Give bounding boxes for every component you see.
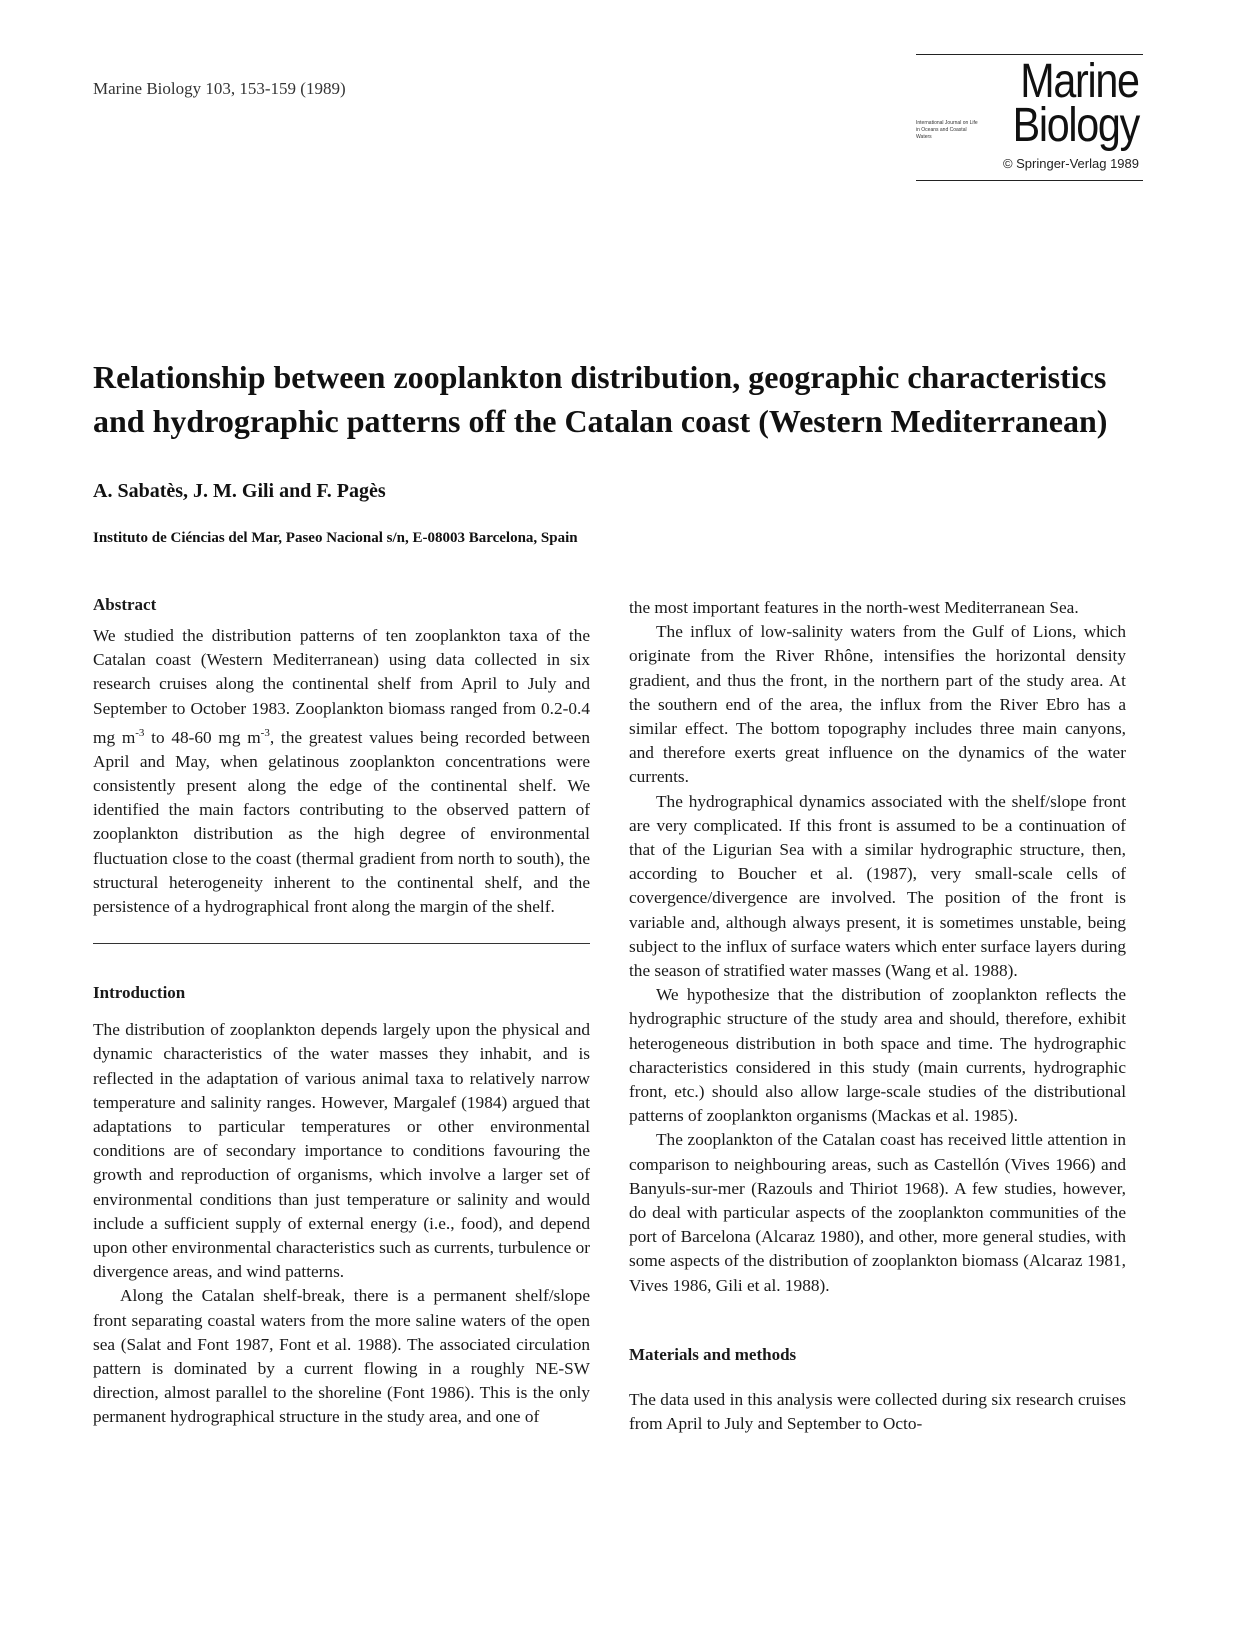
journal-logo-biology: Biology — [1012, 99, 1139, 152]
author-list: A. Sabatès, J. M. Gili and F. Pagès — [93, 480, 386, 502]
introduction-paragraph-6: The zooplankton of the Catalan coast has received little attention in comparison to neighbouring areas, such as Castellón (Vives 1966) and Banyuls-sur-mer (Razouls and Thiriot 1968). A few studies, however, do deal with particular aspects of the zooplankton communities of the port of Barcelona (Alcaraz 1980), and other, more general studies, with some aspects of the distribution of zooplankton biomass (Alcaraz 1981, Vives 1986, Gili et al. 1988). — [629, 1130, 1126, 1295]
introduction-heading: Introduction — [93, 983, 186, 1003]
introduction-paragraph-2-continued: the most important features in the north-west Mediterranean Sea. — [629, 598, 1079, 617]
abstract-text-part-3: , the greatest values being recorded between April and May, when gelatinous zooplankton concentrations were consistently present along the edge of the continental shelf. We identified the main factors contributing to the observed pattern of zooplankton distribution as the high degree of environmental fluctuation close to the coast (thermal gradient from north to south), the structural heterogeneity inherent to the continental shelf, and the persistence of a hydrographical front along the margin of the shelf. — [93, 727, 590, 916]
article-title-line-2: and hydrographic patterns off the Catalan coast (Western Mediterranean) — [93, 403, 1108, 439]
article-title — [93, 355, 1153, 443]
abstract-text-part-1: We studied the distribution patterns of ten zooplankton taxa of the Catalan coast (Western Mediterranean) using data collected in six research cruises along the continental shelf from April to July and September to October 1983. Zooplankton biomass ranged from 0.2-0.4 mg m — [93, 626, 590, 747]
introduction-paragraph-4: The hydrographical dynamics associated with the shelf/slope front are very complicated. If this front is assumed to be a continuation of that of the Ligurian Sea with a similar hydrographic structure, then, according to Boucher et al. (1987), very small-scale cells of covergence/divergence are involved. The position of the front is variable and, although always present, it is sometimes unstable, being subject to the influx of surface waters which enter surface layers during the season of stratified water masses (Wang et al. 1988). — [629, 791, 1126, 981]
abstract-exponent-2: -3 — [260, 726, 270, 739]
introduction-paragraph-5: We hypothesize that the distribution of zooplankton reflects the hydrographic structure of the study area and should, therefore, exhibit heterogeneous distribution in both space and time. The hydrographic characteristics considered in this study (main currents, hydrographic front, etc.) should also allow large-scale studies of the distributional patterns of zooplankton organisms (Mackas et al. 1985). — [629, 985, 1126, 1126]
journal-reference: Marine Biology 103, 153-159 (1989) — [93, 79, 346, 98]
introduction-paragraph-3: The influx of low-salinity waters from the Gulf of Lions, which originate from the River Rhône, intensifies the horizontal density gradient, and thus the front, in the northern part of the study area. At the southern end of the area, the influx from the River Ebro has a similar effect. The bottom topography includes three main canyons, and therefore exerts great influence on the dynamics of the water currents. — [629, 622, 1126, 787]
masthead-bottom-rule — [916, 180, 1143, 181]
abstract-heading: Abstract — [93, 595, 157, 614]
article-title-line-1: Relationship between zooplankton distribution, geographic characteristics — [93, 359, 1107, 395]
introduction-paragraph-1: The distribution of zooplankton depends largely upon the physical and dynamic characteristics of the water masses they inhabit, and is reflected in the adaptation of various animal taxa to relatively narrow temperature and salinity ranges. However, Margalef (1984) argued that adaptations to particular temperatures or other environmental conditions are of secondary importance to conditions favouring the growth and reproduction of organisms, which involve a larger set of environmental conditions than just temperature or salinity and would include a sufficient supply of external energy (i.e., food), and depend upon other environmental characteristics such as currents, turbulence or divergence areas, and wind patterns. — [93, 1020, 590, 1282]
abstract-divider — [93, 943, 590, 944]
left-column — [93, 594, 590, 1430]
abstract-text-part-2: to 48-60 mg m — [144, 727, 261, 747]
journal-logo-marine: Marine — [1020, 55, 1139, 108]
methods-heading: Materials and methods — [629, 1344, 797, 1364]
introduction-paragraph-2: Along the Catalan shelf-break, there is a permanent shelf/slope front separating coastal waters from the more saline waters of the open sea (Salat and Font 1987, Font et al. 1988). The associated circulation pattern is dominated by a current flowing in a roughly NE-SW direction, almost parallel to the shoreline (Font 1986). This is the only permanent hydrographical structure in the study area, and one of — [93, 1286, 590, 1427]
section-spacer — [629, 1298, 1126, 1344]
abstract-exponent-1: -3 — [135, 726, 145, 739]
copyright-notice: © Springer-Verlag 1989 — [1002, 156, 1139, 171]
author-affiliation: Instituto de Ciéncias del Mar, Paseo Nacional s/n, E-08003 Barcelona, Spain — [93, 530, 578, 546]
abstract-text — [93, 624, 590, 919]
right-column — [629, 596, 1126, 1436]
journal-masthead — [916, 52, 1143, 184]
methods-paragraph-1: The data used in this analysis were collected during six research cruises from April to July and September to Octo- — [629, 1389, 1126, 1434]
journal-tagline: International Journal on Life in Oceans and Coastal Waters — [916, 120, 978, 140]
